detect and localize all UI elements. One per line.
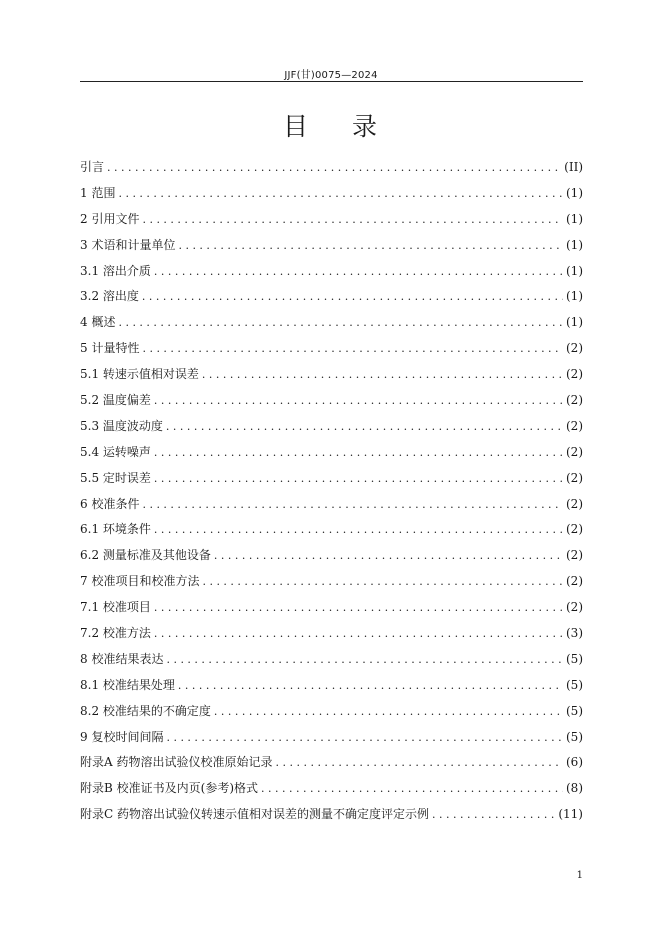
- toc-entry-label: 5.1 转速示值相对误差: [80, 367, 199, 382]
- title-char-1: 目: [282, 112, 310, 141]
- toc-entry-page: (2): [566, 444, 583, 459]
- toc-entry-page: (1): [566, 237, 583, 252]
- toc-leader-dots: [154, 446, 563, 459]
- toc-entry-page: (2): [566, 367, 583, 382]
- toc-entry-page: (1): [566, 263, 583, 278]
- toc-entry[interactable]: [80, 365, 583, 391]
- toc-entry-label: 8 校准结果表达: [80, 651, 164, 666]
- toc-leader-dots: [142, 342, 563, 355]
- toc-leader-dots: [142, 213, 563, 226]
- toc-leader-dots: [214, 549, 563, 562]
- toc-leader-dots: [154, 472, 563, 485]
- toc-entry-label: 4 概述: [80, 315, 116, 330]
- toc-entry-page: (II): [564, 160, 583, 174]
- toc-entry-label: 5.5 定时误差: [80, 470, 151, 485]
- page-title: [0, 107, 662, 143]
- toc-entry-label: 6 校准条件: [80, 496, 140, 511]
- toc-leader-dots: [275, 756, 563, 769]
- toc-entry-label: 引言: [80, 160, 105, 174]
- toc-entry-page: (2): [566, 574, 583, 589]
- toc-entry-page: (2): [566, 522, 583, 537]
- toc-entry[interactable]: [80, 417, 583, 443]
- toc-entry[interactable]: [80, 313, 583, 339]
- header-divider: [80, 81, 583, 82]
- toc-leader-dots: [166, 731, 563, 744]
- toc-entry[interactable]: [80, 650, 583, 676]
- toc-entry-label: 2 引用文件: [80, 211, 140, 226]
- toc-entry-page: (1): [566, 289, 583, 304]
- toc-entry-page: (2): [566, 548, 583, 563]
- toc-entry-page: (1): [566, 211, 583, 226]
- toc-leader-dots: [142, 498, 563, 511]
- toc-entry[interactable]: [80, 805, 583, 831]
- toc-leader-dots: [142, 290, 563, 303]
- toc-entry-label: 1 范围: [80, 185, 116, 200]
- toc-entry-label: 5.4 运转噪声: [80, 444, 151, 459]
- toc-entry-label: 3.1 溶出介质: [80, 263, 151, 278]
- toc-entry[interactable]: [80, 287, 583, 313]
- toc-entry[interactable]: [80, 469, 583, 495]
- toc-leader-dots: [107, 161, 561, 174]
- toc-entry-label: 6.1 环境条件: [80, 522, 151, 537]
- toc-leader-dots: [154, 627, 563, 640]
- toc-entry-label: 7.1 校准项目: [80, 600, 151, 615]
- toc-entry[interactable]: [80, 546, 583, 572]
- toc-leader-dots: [166, 420, 563, 433]
- toc-entry-page: (5): [566, 703, 583, 718]
- toc-entry-page: (2): [566, 496, 583, 511]
- toc-entry-label: 附录B 校准证书及内页(参考)格式: [80, 781, 258, 796]
- toc-entry[interactable]: [80, 572, 583, 598]
- toc-entry-label: 8.1 校准结果处理: [80, 677, 175, 692]
- toc-leader-dots: [154, 523, 563, 536]
- toc-entry[interactable]: [80, 702, 583, 728]
- toc-leader-dots: [178, 679, 563, 692]
- document-code: JJF(甘)0075—2024: [284, 70, 378, 81]
- toc-entry[interactable]: [80, 520, 583, 546]
- toc-leader-dots: [178, 239, 563, 252]
- toc-leader-dots: [261, 782, 563, 795]
- toc-leader-dots: [118, 316, 563, 329]
- toc-entry[interactable]: [80, 779, 583, 805]
- toc-leader-dots: [154, 265, 563, 278]
- toc-entry[interactable]: [80, 210, 583, 236]
- title-char-2: 录: [352, 112, 380, 141]
- toc-entry[interactable]: [80, 236, 583, 262]
- toc-entry[interactable]: [80, 158, 583, 184]
- toc-entry-label: 5.2 温度偏差: [80, 393, 151, 408]
- toc-leader-dots: [202, 575, 563, 588]
- page-number: 1: [576, 870, 583, 881]
- toc-entry[interactable]: [80, 184, 583, 210]
- toc-entry-page: (5): [566, 729, 583, 744]
- toc-entry-label: 6.2 测量标准及其他设备: [80, 548, 211, 563]
- toc-entry[interactable]: [80, 339, 583, 365]
- toc-entry[interactable]: [80, 443, 583, 469]
- toc-entry[interactable]: [80, 598, 583, 624]
- toc-leader-dots: [118, 187, 563, 200]
- toc-entry-page: (2): [566, 341, 583, 356]
- toc-entry[interactable]: [80, 391, 583, 417]
- toc-entry-label: 附录C 药物溶出试验仪转速示值相对误差的测量不确定度评定示例: [80, 807, 429, 822]
- toc-entry-page: (8): [566, 781, 583, 796]
- toc-leader-dots: [202, 368, 563, 381]
- toc-entry-page: (5): [566, 677, 583, 692]
- toc-entry-label: 3 术语和计量单位: [80, 237, 176, 252]
- toc-leader-dots: [154, 394, 563, 407]
- table-of-contents: [80, 158, 583, 831]
- toc-entry[interactable]: [80, 676, 583, 702]
- toc-leader-dots: [432, 808, 555, 821]
- toc-entry[interactable]: [80, 262, 583, 288]
- toc-entry-page: (6): [566, 755, 583, 770]
- toc-leader-dots: [214, 705, 563, 718]
- toc-entry-label: 附录A 药物溶出试验仪校准原始记录: [80, 755, 273, 770]
- toc-entry-label: 5 计量特性: [80, 341, 140, 356]
- toc-entry-label: 9 复校时间间隔: [80, 729, 164, 744]
- toc-entry-page: (2): [566, 470, 583, 485]
- toc-entry-label: 7 校准项目和校准方法: [80, 574, 200, 589]
- toc-entry-page: (2): [566, 393, 583, 408]
- toc-entry[interactable]: [80, 624, 583, 650]
- toc-entry-page: (1): [566, 315, 583, 330]
- toc-entry-label: 5.3 温度波动度: [80, 418, 163, 433]
- toc-entry-page: (11): [558, 807, 583, 822]
- toc-entry-page: (3): [566, 626, 583, 641]
- toc-entry-label: 8.2 校准结果的不确定度: [80, 703, 211, 718]
- toc-entry-label: 3.2 溶出度: [80, 289, 139, 304]
- toc-leader-dots: [166, 653, 563, 666]
- toc-entry-page: (2): [566, 600, 583, 615]
- toc-entry-label: 7.2 校准方法: [80, 626, 151, 641]
- toc-entry[interactable]: [80, 495, 583, 521]
- toc-entry-page: (2): [566, 418, 583, 433]
- toc-entry[interactable]: [80, 753, 583, 779]
- toc-entry-page: (5): [566, 651, 583, 666]
- toc-entry[interactable]: [80, 728, 583, 754]
- toc-entry-page: (1): [566, 185, 583, 200]
- toc-leader-dots: [154, 601, 563, 614]
